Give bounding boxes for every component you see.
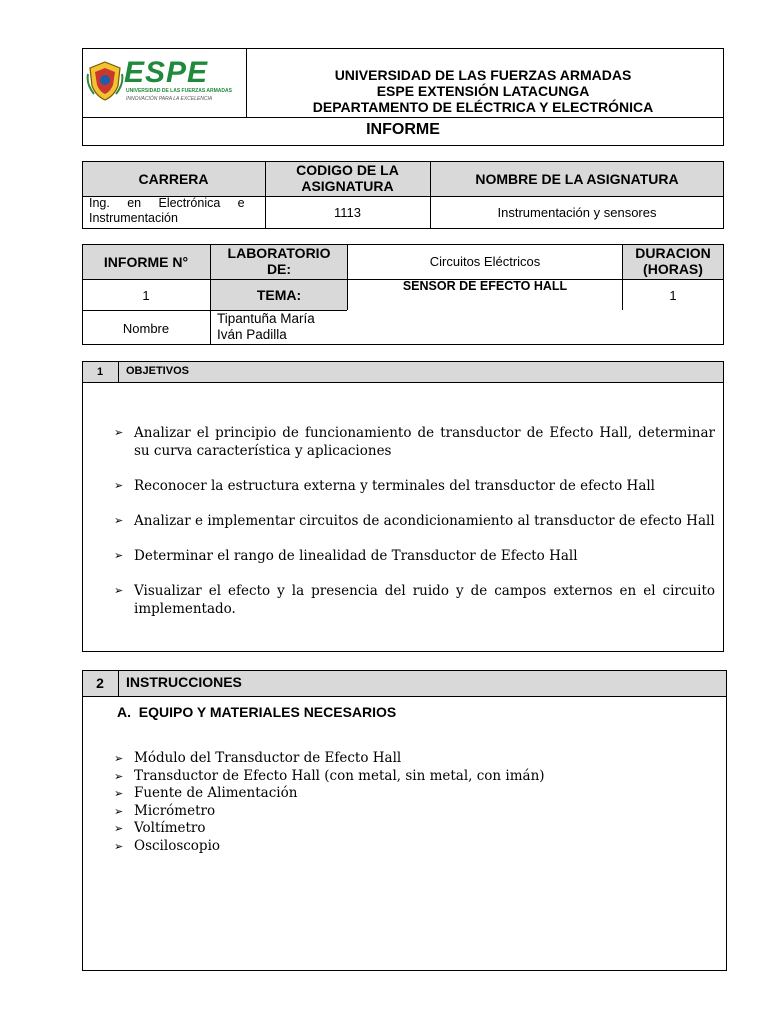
duracion-value: 1 [669,287,677,303]
informe-title: INFORME [366,121,440,138]
bullet-arrow-icon: ➢ [114,769,124,783]
materiales-list [114,750,714,856]
instrucciones-header-line [82,696,727,697]
instrucciones-number: 2 [96,675,104,691]
espe-seal-icon [86,60,124,102]
codigo-label [265,162,430,194]
list-item: ➢ Determinar el rango de linealidad de Transductor de Efecto Hall [114,548,578,564]
list-item: ➢ Osciloscopio [114,837,221,854]
objetivos-title: OBJETIVOS [126,365,189,377]
objetivos-list [114,424,715,618]
list-item: ➢ Transductor de Efecto Hall (con metal, sin metal, con imán) [114,767,545,784]
duracion-label-line2: (HORAS) [643,261,703,277]
bullet-arrow-icon: ➢ [114,549,124,562]
asignatura-label: NOMBRE DE LA ASIGNATURA [475,170,679,187]
logo-subtitle: UNIVERSIDAD DE LAS FUERZAS ARMADAS [126,88,232,94]
bullet-arrow-icon: ➢ [114,752,124,765]
bullet-arrow-icon: ➢ [114,804,124,818]
objetivos-header-line [82,382,724,383]
laboratorio-label-line1: LABORATORIO [227,245,331,261]
codigo-label-line2: ASIGNATURA [301,178,394,194]
laboratorio-label [211,245,347,277]
carrera-label: CARRERA [138,170,209,187]
instrucciones-number-divider [118,670,119,697]
laboratorio-label-line2: DE: [266,261,292,277]
codigo-value: 1113 [334,205,361,220]
list-item: ➢ Voltímetro [114,820,206,837]
bullet-arrow-icon: ➢ [114,584,124,597]
informe-number-label: INFORME N° [103,253,189,270]
asignatura-value: Instrumentación y sensores [497,205,657,220]
header-divider [82,117,724,118]
list-item: ➢ Reconocer la estructura externa y terminales del transductor de efecto Hall [114,478,656,494]
carrera-value [89,196,259,226]
list-item: ➢ Fuente de Alimentación [114,785,298,802]
objetivos-number-divider [118,361,119,383]
tema-value: SENSOR DE EFECTO HALL [402,279,568,293]
objetivos-number: 1 [96,365,104,378]
bullet-arrow-icon: ➢ [114,787,124,801]
nombre-value [217,311,417,343]
campus-name: ESPE EXTENSIÓN LATACUNGA [376,83,590,99]
nombre-value-line1: Tipantuña María [217,311,315,326]
list-item: ➢ Micrómetro [114,802,216,819]
department-name: DEPARTAMENTO DE ELÉCTRICA Y ELECTRÓNICA [312,99,654,115]
tema-label: TEMA: [256,287,302,303]
list-item: ➢ Módulo del Transductor de Efecto Hall [114,750,402,766]
informe-number-value: 1 [142,287,150,303]
bullet-arrow-icon: ➢ [114,839,124,853]
nombre-label: Nombre [122,320,170,336]
list-item: ➢ Analizar e implementar circuitos de acondicionamiento al transductor de efecto Hall [114,513,715,529]
duracion-label-line1: DURACION [635,245,711,261]
equipo-subheading: A. EQUIPO Y MATERIALES NECESARIOS [117,704,397,720]
carrera-value-line1: Ing. en Electrónica e [89,196,245,210]
codigo-label-line1: CODIGO DE LA [296,162,399,178]
list-item: ➢ Analizar el principio de funcionamiento de transductor de Efecto Hall, determinar su curva característica y aplicaciones [114,425,715,459]
instrucciones-title: INSTRUCCIONES [126,674,242,690]
university-name: UNIVERSIDAD DE LAS FUERZAS ARMADAS [334,67,632,83]
duracion-label [622,245,724,277]
nombre-value-line2: Iván Padilla [217,327,287,342]
list-item: ➢ Visualizar el efecto y la presencia del ruido y de campos externos en el circuito implementado. [114,583,715,617]
laboratorio-value: Circuitos Eléctricos [429,254,541,269]
bullet-arrow-icon: ➢ [114,479,124,492]
bullet-arrow-icon: ➢ [114,822,124,836]
logo-tagline: INNOVACIÓN PARA LA EXCELENCIA [126,96,213,102]
bullet-arrow-icon: ➢ [114,514,124,527]
bullet-arrow-icon: ➢ [114,426,124,439]
espe-logo [86,58,244,106]
logo-text: ESPE [124,56,209,89]
carrera-value-line2: Instrumentación [89,211,178,225]
